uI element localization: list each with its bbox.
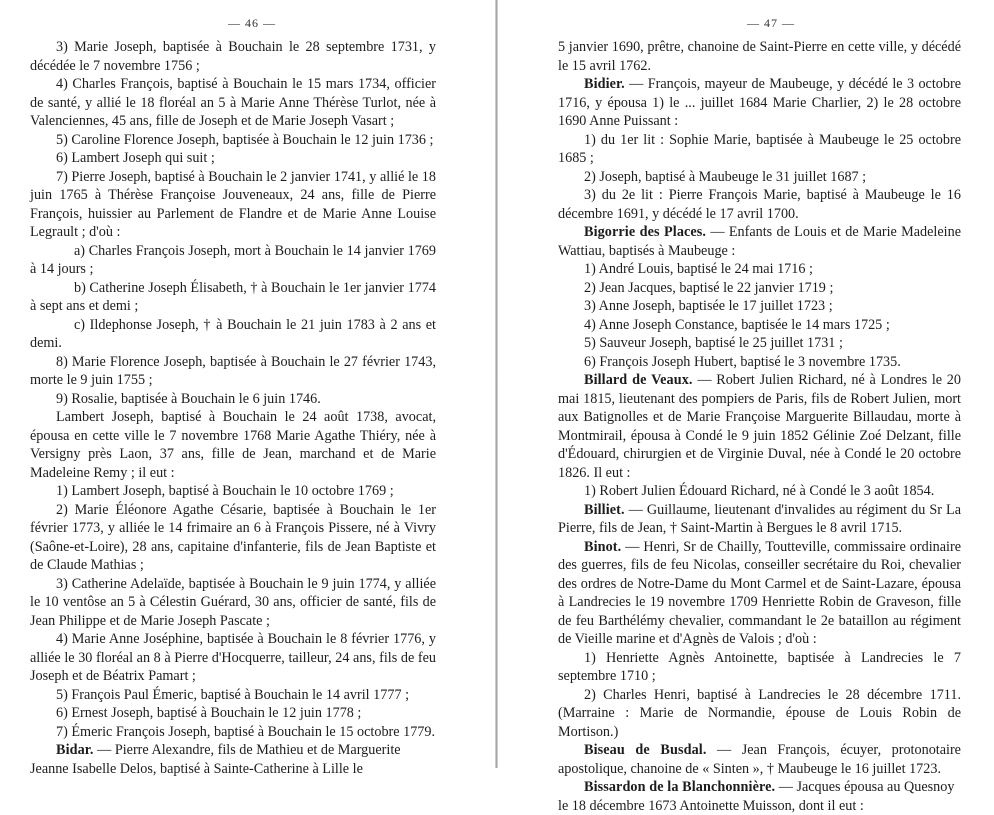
paragraph: 5 janvier 1690, prêtre, chanoine de Saint-Pierre en cette ville, y décédé le 15 avril 1762. — [558, 39, 961, 74]
paragraph: c) Ildephonse Joseph, † à Bouchain le 21 juin 1783 à 2 ans et demi. — [30, 316, 436, 351]
left-page — [0, 0, 497, 777]
entry-paragraph — [558, 75, 961, 131]
paragraph: 6) François Joseph Hubert, baptisé le 3 novembre 1735. — [584, 353, 901, 370]
page-text — [558, 38, 961, 815]
entry-paragraph — [558, 538, 961, 649]
paragraph: 1) Lambert Joseph, baptisé à Bouchain le 10 octobre 1769 ; — [56, 483, 394, 499]
paragraph: 1) André Louis, baptisé le 24 mai 1716 ; — [584, 261, 813, 277]
paragraph: b) Catherine Joseph Élisabeth, † à Bouchain le 1er janvier 1774 à sept ans et demi ; — [30, 279, 436, 314]
paragraph: 1) du 1er lit : Sophie Marie, baptisée à Maubeuge le 25 octobre 1685 ; — [558, 131, 961, 166]
entry-name: Binot. — [584, 538, 622, 555]
paragraph: 2) Jean Jacques, baptisé le 22 janvier 1719 ; — [584, 279, 834, 296]
right-page — [498, 0, 994, 814]
paragraph: 2) Joseph, baptisé à Maubeuge le 31 juillet 1687 ; — [584, 168, 867, 185]
paragraph: 6) Lambert Joseph qui suit ; — [56, 150, 215, 166]
paragraph: 2) Marie Éléonore Agathe Césarie, baptisée à Bouchain le 1er février 1773, y alliée le 14 frimaire an 6 à François Pissere, né à Vivry (Saône-et-Loire), 28 ans, capitaine d'infanterie, fils de Jean Baptiste et de Claude Mathias ; — [30, 501, 436, 573]
entry-paragraph — [558, 501, 961, 538]
entry-name: Bissardon de la Blanchonnière. — [584, 779, 776, 795]
paragraph: 4) Charles François, baptisé à Bouchain le 15 mars 1734, officier de santé, y allié le 18 floréal an 5 à Marie Anne Thérèse Turlot, née à Valenciennes, 45 ans, fille de Joseph et de Marie Joseph Vasart ; — [30, 76, 436, 129]
entry-text: — Robert Julien Richard, né à Londres le 20 mai 1815, lieutenant des pompiers de Paris, fils de Robert Julien, mort aux Batignolles et de Marie Françoise Marguerite Billaudau, morte à Montmirail, épousa à Condé le 9 juin 1852 Gélinie Zoé Delzant, fille d'Édouard, chirurgien et de Virginie Duval, née à Condé le 20 octobre 1826. Il eut : — [558, 372, 961, 481]
paragraph: 4) Anne Joseph Constance, baptisée le 14 mars 1725 ; — [584, 316, 890, 333]
paragraph: 1) Robert Julien Édouard Richard, né à Condé le 3 août 1854. — [584, 483, 935, 499]
entry-name: Billard de Veaux. — [584, 372, 693, 388]
entry-text: — Pierre Alexandre, fils de Mathieu et de Marguerite Jeanne Isabelle Delos, baptisé à Sainte-Catherine à Lille le — [30, 742, 401, 777]
entry-name: Bidar. — [56, 742, 94, 758]
paragraph: 3) Marie Joseph, baptisée à Bouchain le 28 septembre 1731, y décédée le 7 novembre 1756 ; — [30, 39, 436, 74]
entry-text: — Enfants de Louis et de Marie Madeleine Wattiau, baptisés à Maubeuge : — [558, 224, 962, 259]
paragraph: 5) Sauveur Joseph, baptisé le 25 juillet 1731 ; — [584, 335, 843, 351]
entry-text: — François, mayeur de Maubeuge, y décédé le 3 octobre 1716, y épousa 1) le ... juillet 1684 Marie Charlier, 2) le 28 octobre 1690 Anne Puissant : — [558, 76, 961, 129]
paragraph: 3) Catherine Adelaïde, baptisée à Bouchain le 9 juin 1774, y alliée le 10 ventôse an 5 à Célestin Guérard, 30 ans, officier de santé, fils de Jean Philippe et de Marie Joseph Pascate ; — [30, 575, 436, 629]
page-text — [30, 38, 436, 778]
entry-text: — Jean François, écuyer, protonotaire apostolique, chanoine de « Sinten », † Maubeuge le 16 juillet 1723. — [558, 742, 961, 777]
paragraph: 8) Marie Florence Joseph, baptisée à Bouchain le 27 février 1743, morte le 9 juin 1755 ; — [30, 353, 436, 388]
entry-text: — Jacques épousa au Quesnoy le 18 décembre 1673 Antoinette Muisson, dont il eut : — [558, 779, 955, 814]
paragraph: 2) Charles Henri, baptisé à Landrecies le 28 décembre 1711. (Marraine : Marie de Normandie, épouse de Louis Robin de Mortison.) — [558, 686, 961, 740]
paragraph: 9) Rosalie, baptisée à Bouchain le 6 juin 1746. — [56, 390, 321, 407]
paragraph: Lambert Joseph, baptisé à Bouchain le 24 août 1738, avocat, épousa en cette ville le 7 novembre 1768 Marie Agathe Thiéry, née à Versigny près Laon, 37 ans, fille de Jean, marchand et de Marie Madeleine Remy ; il eut : — [30, 409, 436, 481]
paragraph: a) Charles François Joseph, mort à Bouchain le 14 janvier 1769 à 14 jours ; — [30, 242, 436, 277]
entry-paragraph — [558, 741, 961, 778]
paragraph: 5) François Paul Émeric, baptisé à Bouchain le 14 avril 1777 ; — [56, 686, 410, 703]
page-number: — 47 — — [747, 16, 795, 30]
paragraph: 1) Henriette Agnès Antoinette, baptisée à Landrecies le 7 septembre 1710 ; — [558, 649, 961, 684]
entry-paragraph — [558, 223, 961, 260]
paragraph: 7) Pierre Joseph, baptisé à Bouchain le 2 janvier 1741, y allié le 18 juin 1765 à Thérèse Françoise Jouveneaux, 24 ans, fille de Pierre François, huissier au Parlement de Flandre et de Marie Anne Louise Legrault ; d'où : — [30, 168, 436, 240]
entry-text: — Guillaume, lieutenant d'invalides au régiment du Sr La Pierre, fils de Jean, † Saint-Martin à Bergues le 8 avril 1715. — [558, 501, 961, 536]
paragraph: 6) Ernest Joseph, baptisé à Bouchain le 12 juin 1778 ; — [56, 705, 362, 721]
entry-name: Bidier. — [584, 76, 625, 92]
entry-paragraph — [558, 371, 961, 482]
paragraph: 3) du 2e lit : Pierre François Marie, baptisé à Maubeuge le 16 décembre 1691, y décédé le 17 avril 1700. — [558, 187, 961, 222]
paragraph: 3) Anne Joseph, baptisée le 17 juillet 1723 ; — [584, 298, 833, 314]
entry-name: Billiet. — [584, 501, 625, 518]
paragraph: 7) Émeric François Joseph, baptisé à Bouchain le 15 octobre 1779. — [56, 723, 436, 740]
entry-name: Bigorrie des Places. — [584, 224, 707, 240]
entry-paragraph — [30, 741, 436, 778]
entry-paragraph — [558, 778, 961, 815]
entry-name: Biseau de Busdal. — [584, 742, 707, 758]
page-number: — 46 — — [228, 16, 276, 30]
paragraph: 5) Caroline Florence Joseph, baptisée à Bouchain le 12 juin 1736 ; — [56, 131, 434, 148]
paragraph: 4) Marie Anne Joséphine, baptisée à Bouchain le 8 février 1776, y alliée le 30 floréal an 8 à Pierre d'Hocquerre, tailleur, 24 ans, fils de feu Joseph et de Béatrix Pamart ; — [30, 631, 436, 684]
entry-text: — Henri, Sr de Chailly, Toutteville, commissaire ordinaire des guerres, fils de feu Nicolas, conseiller secrétaire du Roi, chevalier des ordres de Notre-Dame du Mont Carmel et de Saint-Lazare, épousa à Landrecies le 19 novembre 1709 Henriette Robin de Graveson, fille de feu Barthélémy chevalier, commandant le 2e bataillon au régiment de Vieille marine et d'Agnès de Valois ; d'où : — [558, 538, 962, 647]
